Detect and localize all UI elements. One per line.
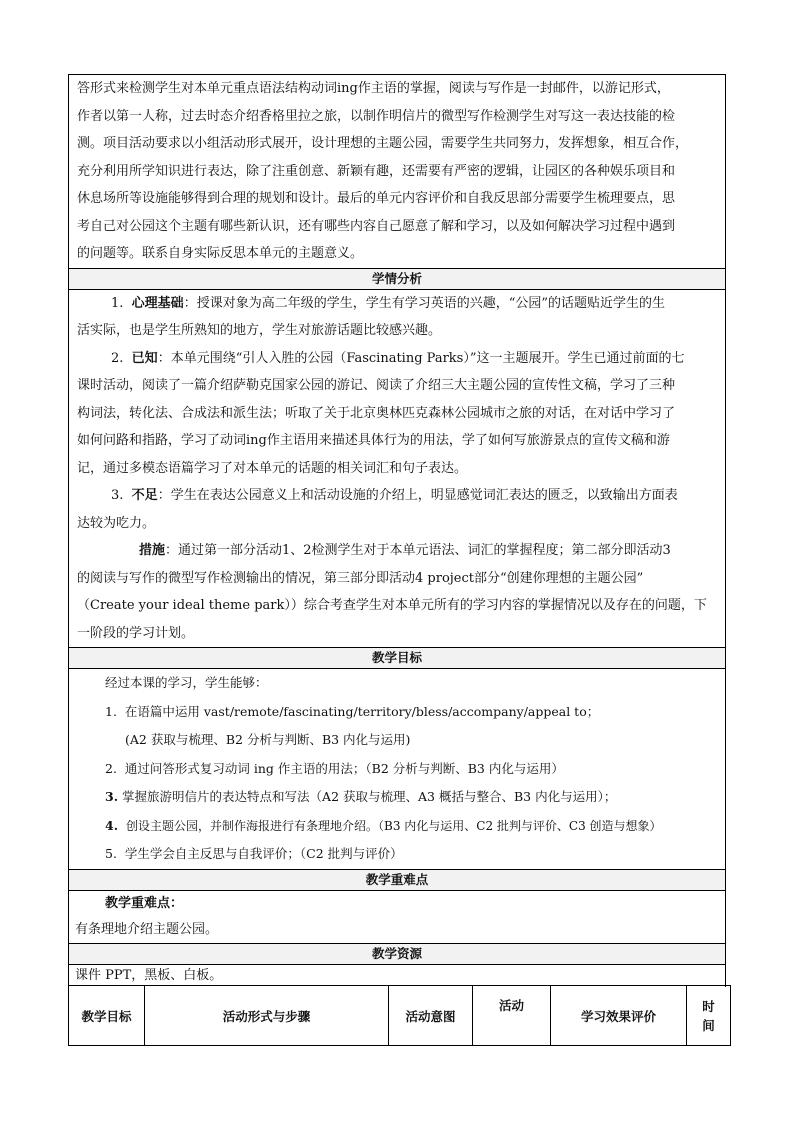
objectives-section <box>68 669 726 870</box>
key-points-header: 教学重难点 <box>68 870 726 891</box>
objective-item: 1. 在语篇中运用 vast/remote/fascinating/territory/bless/accompany/appeal to； <box>105 703 600 719</box>
learner-analysis-line: 活实际，也是学生所熟知的地方，学生对旅游话题比较感兴趣。 <box>77 323 442 338</box>
intro-line: 作者以第一人称，过去时态介绍香格里拉之旅，以制作明信片的微型写作检测学生对写这一表达技能的检 <box>77 108 676 124</box>
col-activity-steps: 活动形式与步骤 <box>145 986 389 1046</box>
key-points-text: 有条理地介绍主题公园。 <box>75 921 219 937</box>
intro-line: 充分利用所学知识进行表达，除了注重创意、新颖有趣，还需要有严密的逻辑，让园区的各种娱乐项目和 <box>77 163 676 179</box>
intro-line: 的问题等。联系自身实际反思本单元的主题意义。 <box>77 246 364 261</box>
learner-analysis-item: 2. 已知：本单元围绕“引人入胜的公园（Fascinating Parks）”这一主题展开。学生已通过前面的七 <box>111 350 685 366</box>
learner-analysis-line: 构词法，转化法、合成法和派生法；听取了关于北京奥林匹克森林公园城市之旅的对话，在对话中学习了 <box>77 405 676 421</box>
learner-analysis-item: 1. 心理基础：授课对象为高二年级的学生，学生有学习英语的兴趣，“公园”的话题贴近学生的生 <box>111 295 665 311</box>
objective-item: (A2 获取与梳理、B2 分析与判断、B3 内化与运用) <box>125 732 411 747</box>
learner-analysis-item: 3. 不足：学生在表达公园意义上和活动设施的介绍上，明显感觉词汇表达的匮乏，以致输出方面表 <box>111 488 678 503</box>
objective-item: 4. 创设主题公园，并制作海报进行有条理地介绍。（B3 内化与运用、C2 批判与评价、C3 创造与想象） <box>105 817 662 833</box>
key-points-label: 教学重难点： <box>105 895 184 911</box>
intro-line: 休息场所等设施能够得到合理的规划和设计。最后的单元内容评价和自我反思部分需要学生梳理要点，思 <box>77 191 676 206</box>
unit-analysis-section <box>68 74 726 269</box>
learner-analysis-line: 的阅读与写作的微型写作检测输出的情况，第三部分即活动4 project部分“创建你理想的主题公园” <box>77 570 644 586</box>
learner-analysis-line: 记，通过多模态语篇学习了对本单元的话题的相关词汇和句子表达。 <box>77 460 468 476</box>
learner-analysis-header: 学情分析 <box>68 269 726 290</box>
objective-item: 5. 学生学会自主反思与自我评价；（C2 批判与评价） <box>105 846 403 861</box>
objective-item: 3. 掌握旅游明信片的表达特点和写法（A2 获取与梳理、A3 概括与整合、B3 内化与运用）； <box>105 789 617 804</box>
intro-line: 答形式来检测学生对本单元重点语法结构动词ing作主语的掌握，阅读与写作是一封邮件，以游记形式， <box>77 81 670 96</box>
col-learning-evaluation: 学习效果评价 <box>551 986 687 1046</box>
intro-line: 考自己对公园这个主题有哪些新认识，还有哪些内容自己愿意了解和学习，以及如何解决学习过程中遇到 <box>77 218 676 234</box>
resources-header: 教学资源 <box>68 944 726 965</box>
col-objective: 教学目标 <box>69 986 145 1046</box>
col-activity: 活动 <box>473 986 551 1046</box>
learner-analysis-line: 课时活动，阅读了一篇介绍萨勒克国家公园的游记、阅读了介绍三大主题公园的宣传性文稿，学习了三种 <box>77 378 676 393</box>
objectives-intro: 经过本课的学习，学生能够： <box>105 675 268 690</box>
learner-analysis-line: 一阶段的学习计划。 <box>77 625 195 641</box>
intro-line: 测。项目活动要求以小组活动形式展开，设计理想的主题公园，需要学生共同努力，发挥想象，相互合作， <box>77 136 689 151</box>
learner-analysis-section <box>68 290 726 649</box>
key-points-section <box>68 891 726 944</box>
lesson-plan-document <box>68 74 726 987</box>
col-time: 时 间 <box>687 986 731 1046</box>
resources-section <box>68 965 726 987</box>
learner-analysis-item: 措施：通过第一部分活动1、2检测学生对于本单元语法、词汇的掌握程度；第二部分即活动3 <box>139 543 671 558</box>
col-activity-intent: 活动意图 <box>389 986 473 1046</box>
learner-analysis-line: 达较为吃力。 <box>77 515 156 531</box>
resources-text: 课件 PPT，黑板、白板。 <box>75 967 223 983</box>
learner-analysis-line: （Create your ideal theme park））综合考查学生对本单元所有的学习内容的掌握情况以及存在的问题，下 <box>77 598 707 613</box>
objective-item: 2. 通过问答形式复习动词 ing 作主语的用法；（B2 分析与判断、B3 内化与运用） <box>105 760 564 776</box>
table-header-row <box>69 986 731 1046</box>
activity-plan-table <box>68 985 731 1046</box>
objectives-header: 教学目标 <box>68 648 726 669</box>
learner-analysis-line: 如何问路和指路，学习了动词ing作主语用来描述具体行为的用法，学了如何写旅游景点的宣传文稿和游 <box>77 433 670 448</box>
